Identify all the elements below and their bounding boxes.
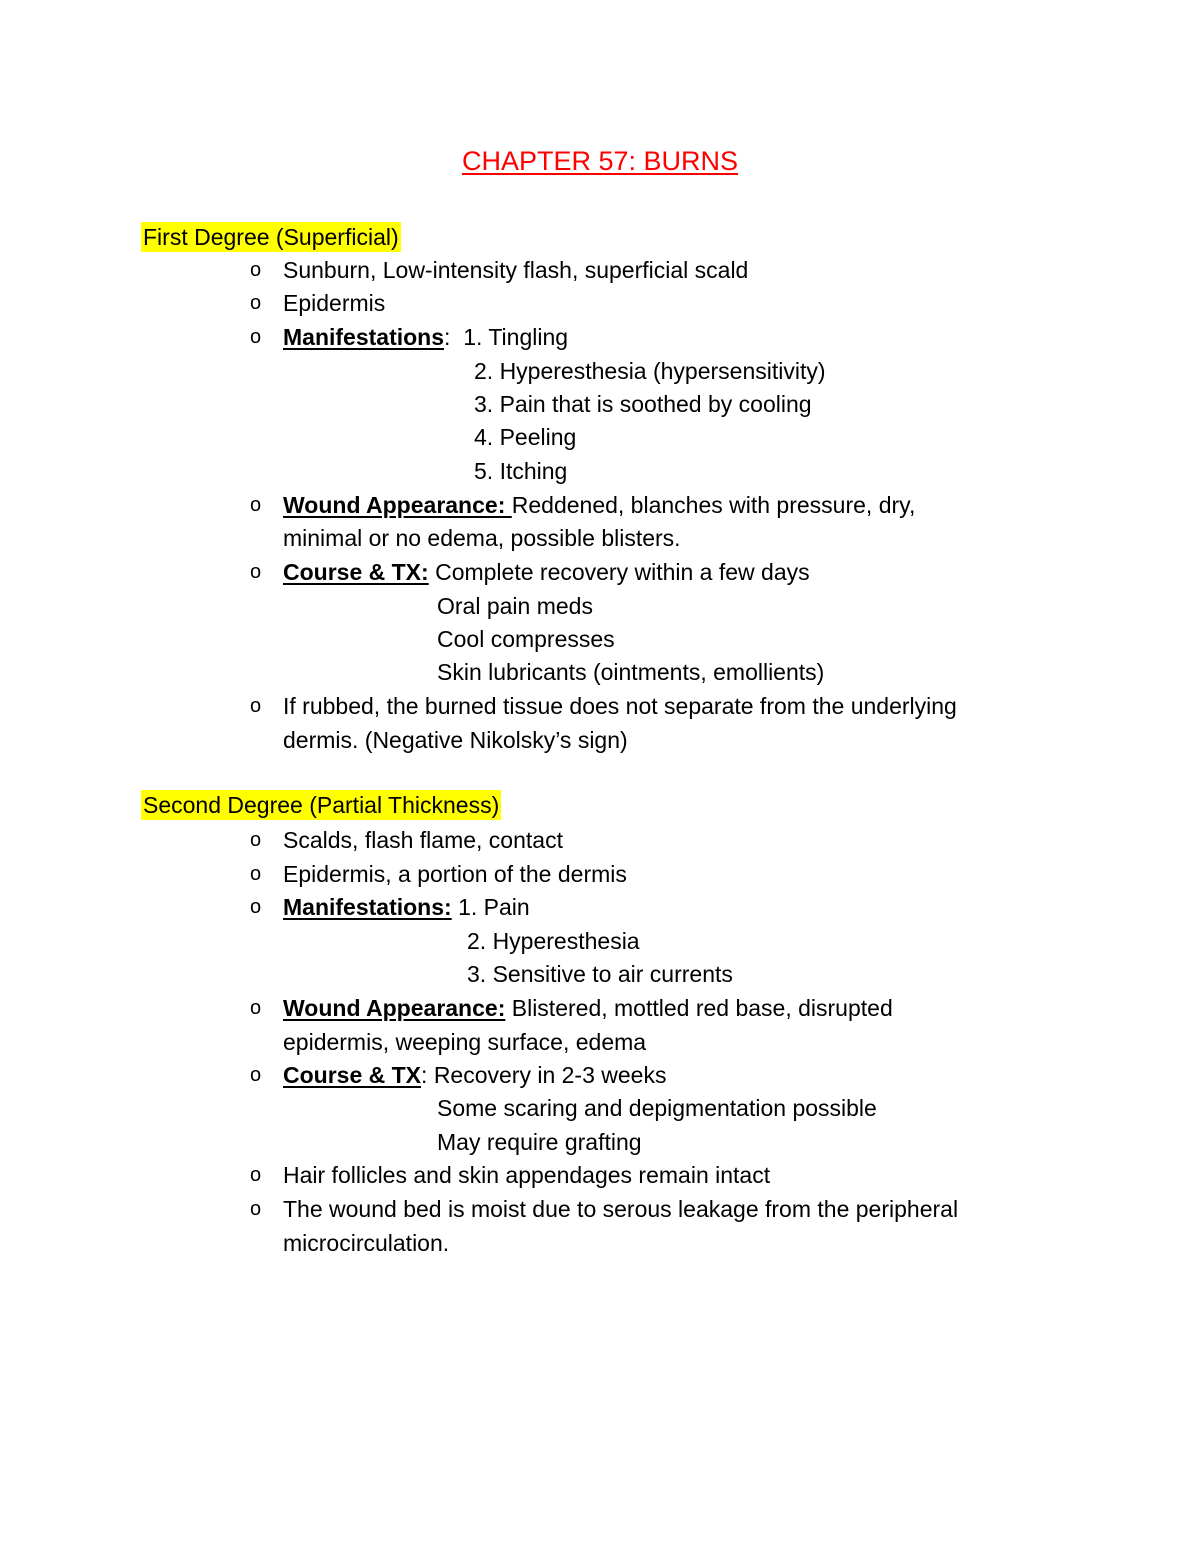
manifestations-label: Manifestations xyxy=(283,324,445,350)
item-nikolsky: If rubbed, the burned tissue does not separate from the underlying xyxy=(283,693,957,719)
item-wound-bed: The wound bed is moist due to serous leakage from the peripheral xyxy=(283,1196,959,1222)
bullet-marker: o xyxy=(250,1064,262,1086)
item-depth: Epidermis xyxy=(283,290,386,316)
manifestation-entry: 2. Hyperesthesia xyxy=(467,928,640,954)
bullet-marker: o xyxy=(250,997,262,1019)
wound-appearance-text: Blistered, mottled red base, disrupted xyxy=(511,995,893,1021)
item-nikolsky-continued: dermis. (Negative Nikolsky’s sign) xyxy=(283,727,628,753)
course-tx-entry: Cool compresses xyxy=(437,626,615,652)
course-tx-label: Course & TX xyxy=(283,1062,422,1088)
item-wound-appearance xyxy=(283,490,915,520)
bullet-marker: o xyxy=(250,829,262,851)
bullet-marker: o xyxy=(250,561,262,583)
wound-appearance-label: Wound Appearance: xyxy=(283,492,512,518)
course-tx-entry: Some scaring and depigmentation possible xyxy=(437,1095,877,1121)
manifestation-entry: 5. Itching xyxy=(474,458,568,484)
item-wound-appearance xyxy=(283,993,893,1023)
course-tx-entry: Complete recovery within a few days xyxy=(435,559,810,585)
label-suffix: : xyxy=(444,324,464,350)
course-tx-label: Course & TX: xyxy=(283,559,429,585)
manifestation-entry: 3. Pain that is soothed by cooling xyxy=(474,391,812,417)
bullet-marker: o xyxy=(250,326,262,348)
wound-appearance-text-continued: minimal or no edema, possible blisters. xyxy=(283,525,681,551)
course-tx-entry: Recovery in 2-3 weeks xyxy=(433,1062,667,1088)
item-hair-follicles: Hair follicles and skin appendages remain intact xyxy=(283,1162,771,1188)
item-causes: Sunburn, Low-intensity flash, superficial scald xyxy=(283,257,749,283)
page-title: CHAPTER 57: BURNS xyxy=(461,146,739,176)
item-course-tx xyxy=(283,557,810,587)
manifestation-entry: 1. Pain xyxy=(458,894,530,920)
label-suffix: : xyxy=(421,1062,428,1088)
bullet-marker: o xyxy=(250,863,262,885)
item-manifestations xyxy=(283,892,530,922)
bullet-marker: o xyxy=(250,695,262,717)
wound-appearance-text: Reddened, blanches with pressure, dry, xyxy=(511,492,916,518)
item-wound-bed-continued: microcirculation. xyxy=(283,1230,450,1256)
item-depth: Epidermis, a portion of the dermis xyxy=(283,861,627,887)
item-course-tx xyxy=(283,1060,666,1090)
bullet-marker: o xyxy=(250,896,262,918)
item-manifestations xyxy=(283,322,568,352)
section-heading-second-degree: Second Degree (Partial Thickness) xyxy=(143,792,500,818)
bullet-marker: o xyxy=(250,1164,262,1186)
bullet-marker: o xyxy=(250,292,262,314)
bullet-marker: o xyxy=(250,494,262,516)
manifestation-entry: 2. Hyperesthesia (hypersensitivity) xyxy=(474,358,826,384)
manifestation-entry: 1. Tingling xyxy=(463,324,569,350)
manifestations-label: Manifestations: xyxy=(283,894,452,920)
item-causes: Scalds, flash flame, contact xyxy=(283,827,563,853)
course-tx-entry: Skin lubricants (ointments, emollients) xyxy=(437,659,825,685)
section-heading-first-degree: First Degree (Superficial) xyxy=(143,224,399,250)
manifestation-entry: 3. Sensitive to air currents xyxy=(467,961,733,987)
course-tx-entry: Oral pain meds xyxy=(437,593,593,619)
wound-appearance-text-continued: epidermis, weeping surface, edema xyxy=(283,1029,647,1055)
wound-appearance-label: Wound Appearance: xyxy=(283,995,506,1021)
manifestation-entry: 4. Peeling xyxy=(474,424,577,450)
course-tx-entry: May require grafting xyxy=(437,1129,642,1155)
bullet-marker: o xyxy=(250,259,262,281)
bullet-marker: o xyxy=(250,1198,262,1220)
